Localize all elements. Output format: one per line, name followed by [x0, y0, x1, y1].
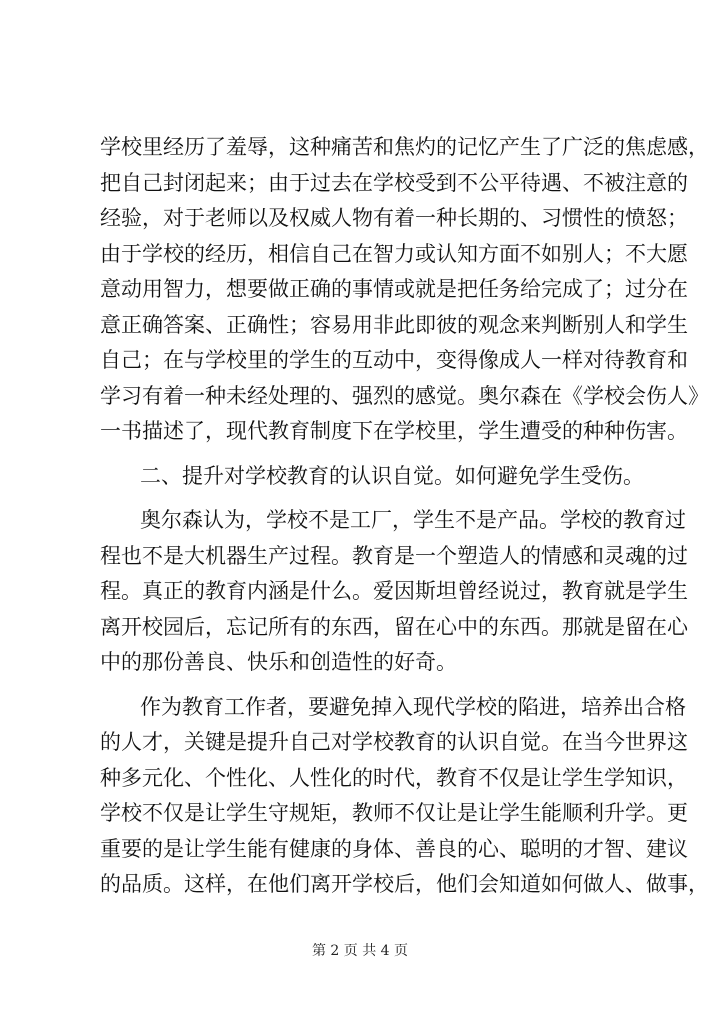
text-line: 程也不是大机器生产过程。教育是一个塑造人的情感和灵魂的过: [100, 543, 688, 568]
text-line: 重要的是让学生能有健康的身体、善良的心、聪明的才智、建议: [100, 836, 688, 861]
page-footer: [0, 940, 720, 960]
text-line: 学校不仅是让学生守规矩，教师不仅让是让学生能顺利升学。更: [100, 801, 688, 825]
text-line: 学习有着一种未经处理的、强烈的感觉。奥尔森在《学校会伤人》: [100, 383, 709, 408]
text-line: 离开校园后，忘记所有的东西，留在心中的东西。那就是留在心: [100, 614, 688, 639]
text-line: 的品质。这样，在他们离开学校后，他们会知道如何做人、做事，: [100, 872, 709, 896]
text-line: 奥尔森认为，学校不是工厂，学生不是产品。学校的教育过: [140, 508, 686, 532]
text-line: 二、提升对学校教育的认识自觉。如何避免学生受伤。: [140, 463, 644, 488]
text-line: 程。真正的教育内涵是什么。爱因斯坦曾经说过，教育就是学生: [100, 579, 688, 603]
text-line: 作为教育工作者，要避免掉入现代学校的陷进，培养出合格: [140, 694, 686, 719]
text-line: 一书描述了，现代教育制度下在学校里，学生遭受的种种伤害。: [100, 419, 688, 443]
text-line: 中的那份善良、快乐和创造性的好奇。: [100, 650, 457, 674]
text-line: 把自己封闭起来；由于过去在学校受到不公平待遇、不被注意的: [100, 170, 688, 195]
text-line: 意正确答案、正确性；容易用非此即彼的观念来判断别人和学生: [100, 312, 688, 337]
text-line: 学校里经历了羞辱，这种痛苦和焦灼的记忆产生了广泛的焦虑感，: [100, 135, 709, 159]
paragraph: [100, 503, 688, 681]
text-line: 种多元化、个性化、人性化的时代，教育不仅是让学生学知识，: [100, 765, 688, 790]
text-line: 意动用智力，想要做正确的事情或就是把任务给完成了；过分在: [100, 277, 688, 301]
text-line: 自己；在与学校里的学生的互动中，变得像成人一样对待教育和: [100, 348, 688, 372]
page-number-label: 第 2 页 共 4 页: [311, 943, 409, 959]
section-heading: [100, 459, 660, 495]
body-text: [100, 130, 709, 903]
text-line: 的人才，关键是提升自己对学校教育的认识自觉。在当今世界这: [100, 730, 688, 754]
paragraph: [100, 690, 709, 903]
text-line: 经验，对于老师以及权威人物有着一种长期的、习惯性的愤怒；: [100, 206, 688, 230]
paragraph: [100, 130, 709, 450]
text-line: 由于学校的经历，相信自己在智力或认知方面不如别人；不大愿: [100, 241, 688, 266]
